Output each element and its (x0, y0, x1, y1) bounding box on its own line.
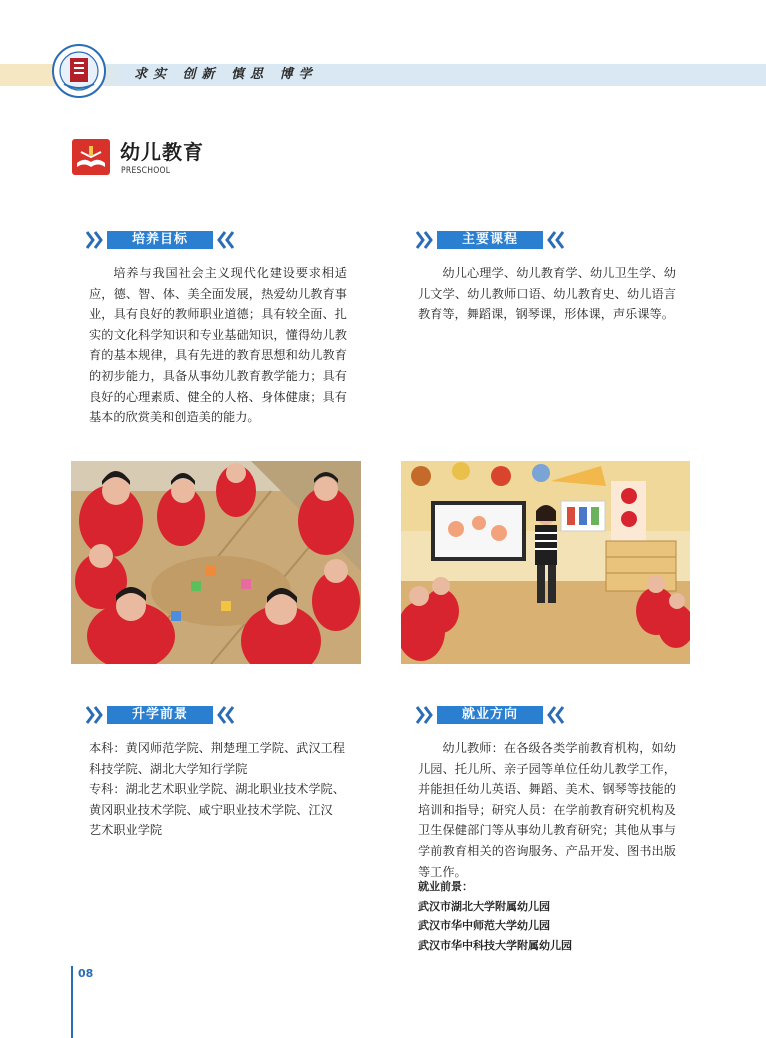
further-study-line: 黄冈职业技术学院、咸宁职业技术学院、江汉 (89, 802, 333, 817)
chevron-icon (415, 705, 435, 725)
classroom-photo-children-floor (71, 461, 361, 664)
page-number-rule (71, 966, 73, 1038)
further-study-line: 艺术职业学院 (89, 823, 163, 838)
prospects-label: 就业前景： (418, 880, 473, 893)
school-motto: 求实 创新 慎思 博学 (134, 67, 318, 82)
prospect-item: 武汉市华中师范大学幼儿园 (418, 919, 550, 932)
employment-text: 幼儿教师：在各级各类学前教育机构，如幼儿园、托儿所、亲子园等单位任幼儿教学工作，并能担任幼儿英语、舞蹈、美术、钢琴等技能的培训和指导；研究人员：在学前教育研究机构及卫生保健部门等从事幼儿教育研究；其他从事与学前教育相关的咨询服务、产品开发、图书出版等工作。 (418, 741, 676, 879)
goals-heading-label: 培养目标 (107, 231, 213, 249)
chevron-icon (85, 705, 105, 725)
further-study-line: 科技学院、湖北大学知行学院 (89, 761, 248, 776)
further-study-text (89, 738, 351, 841)
chevron-icon (215, 230, 235, 250)
school-emblem-icon (52, 44, 106, 98)
prospect-item: 武汉市湖北大学附属幼儿园 (418, 899, 550, 913)
courses-heading-label: 主要课程 (437, 231, 543, 249)
further-study-line: 本科：黄冈师范学院、荆楚理工学院、武汉工程 (89, 741, 345, 755)
section-subtitle: PRESCHOOL (121, 166, 171, 176)
goals-heading (85, 230, 235, 250)
prospect-item: 武汉市华中科技大学附属幼儿园 (418, 938, 572, 952)
page-number: 08 (78, 967, 94, 980)
courses-text: 幼儿心理学、幼儿教育学、幼儿卫生学、幼儿文学、幼儿教师口语、幼儿教育史、幼儿语言教育等，舞蹈课，钢琴课，形体课，声乐课等。 (418, 266, 676, 322)
further-study-line: 专科：湖北艺术职业学院、湖北职业技术学院、 (89, 782, 345, 797)
chevron-icon (545, 705, 565, 725)
employment-prospects (418, 877, 572, 955)
chevron-icon (215, 705, 235, 725)
employment-heading-label: 就业方向 (437, 706, 543, 724)
section-title: 幼儿教育 (120, 140, 204, 164)
chevron-icon (85, 230, 105, 250)
courses-heading (415, 230, 565, 250)
further-study-heading (85, 705, 235, 725)
classroom-photo-teacher (401, 461, 690, 664)
goals-text: 培养与我国社会主义现代化建设要求相适应，德、智、体、美全面发展，热爱幼儿教育事业，具有良好的教师职业道德；具有较全面、扎实的文化科学知识和专业基础知识，懂得幼儿教育的基本规律，具有先进的教育思想和幼儿教育的初步能力，具备从事幼儿教育教学能力；具有良好的心理素质、健全的人格、身体健康；具有基本的欣赏美和创造美的能力。 (89, 266, 347, 425)
further-study-heading-label: 升学前景 (107, 706, 213, 724)
chevron-icon (415, 230, 435, 250)
employment-heading (415, 705, 565, 725)
chevron-icon (545, 230, 565, 250)
header-banner (0, 64, 766, 86)
open-book-icon (72, 139, 110, 175)
